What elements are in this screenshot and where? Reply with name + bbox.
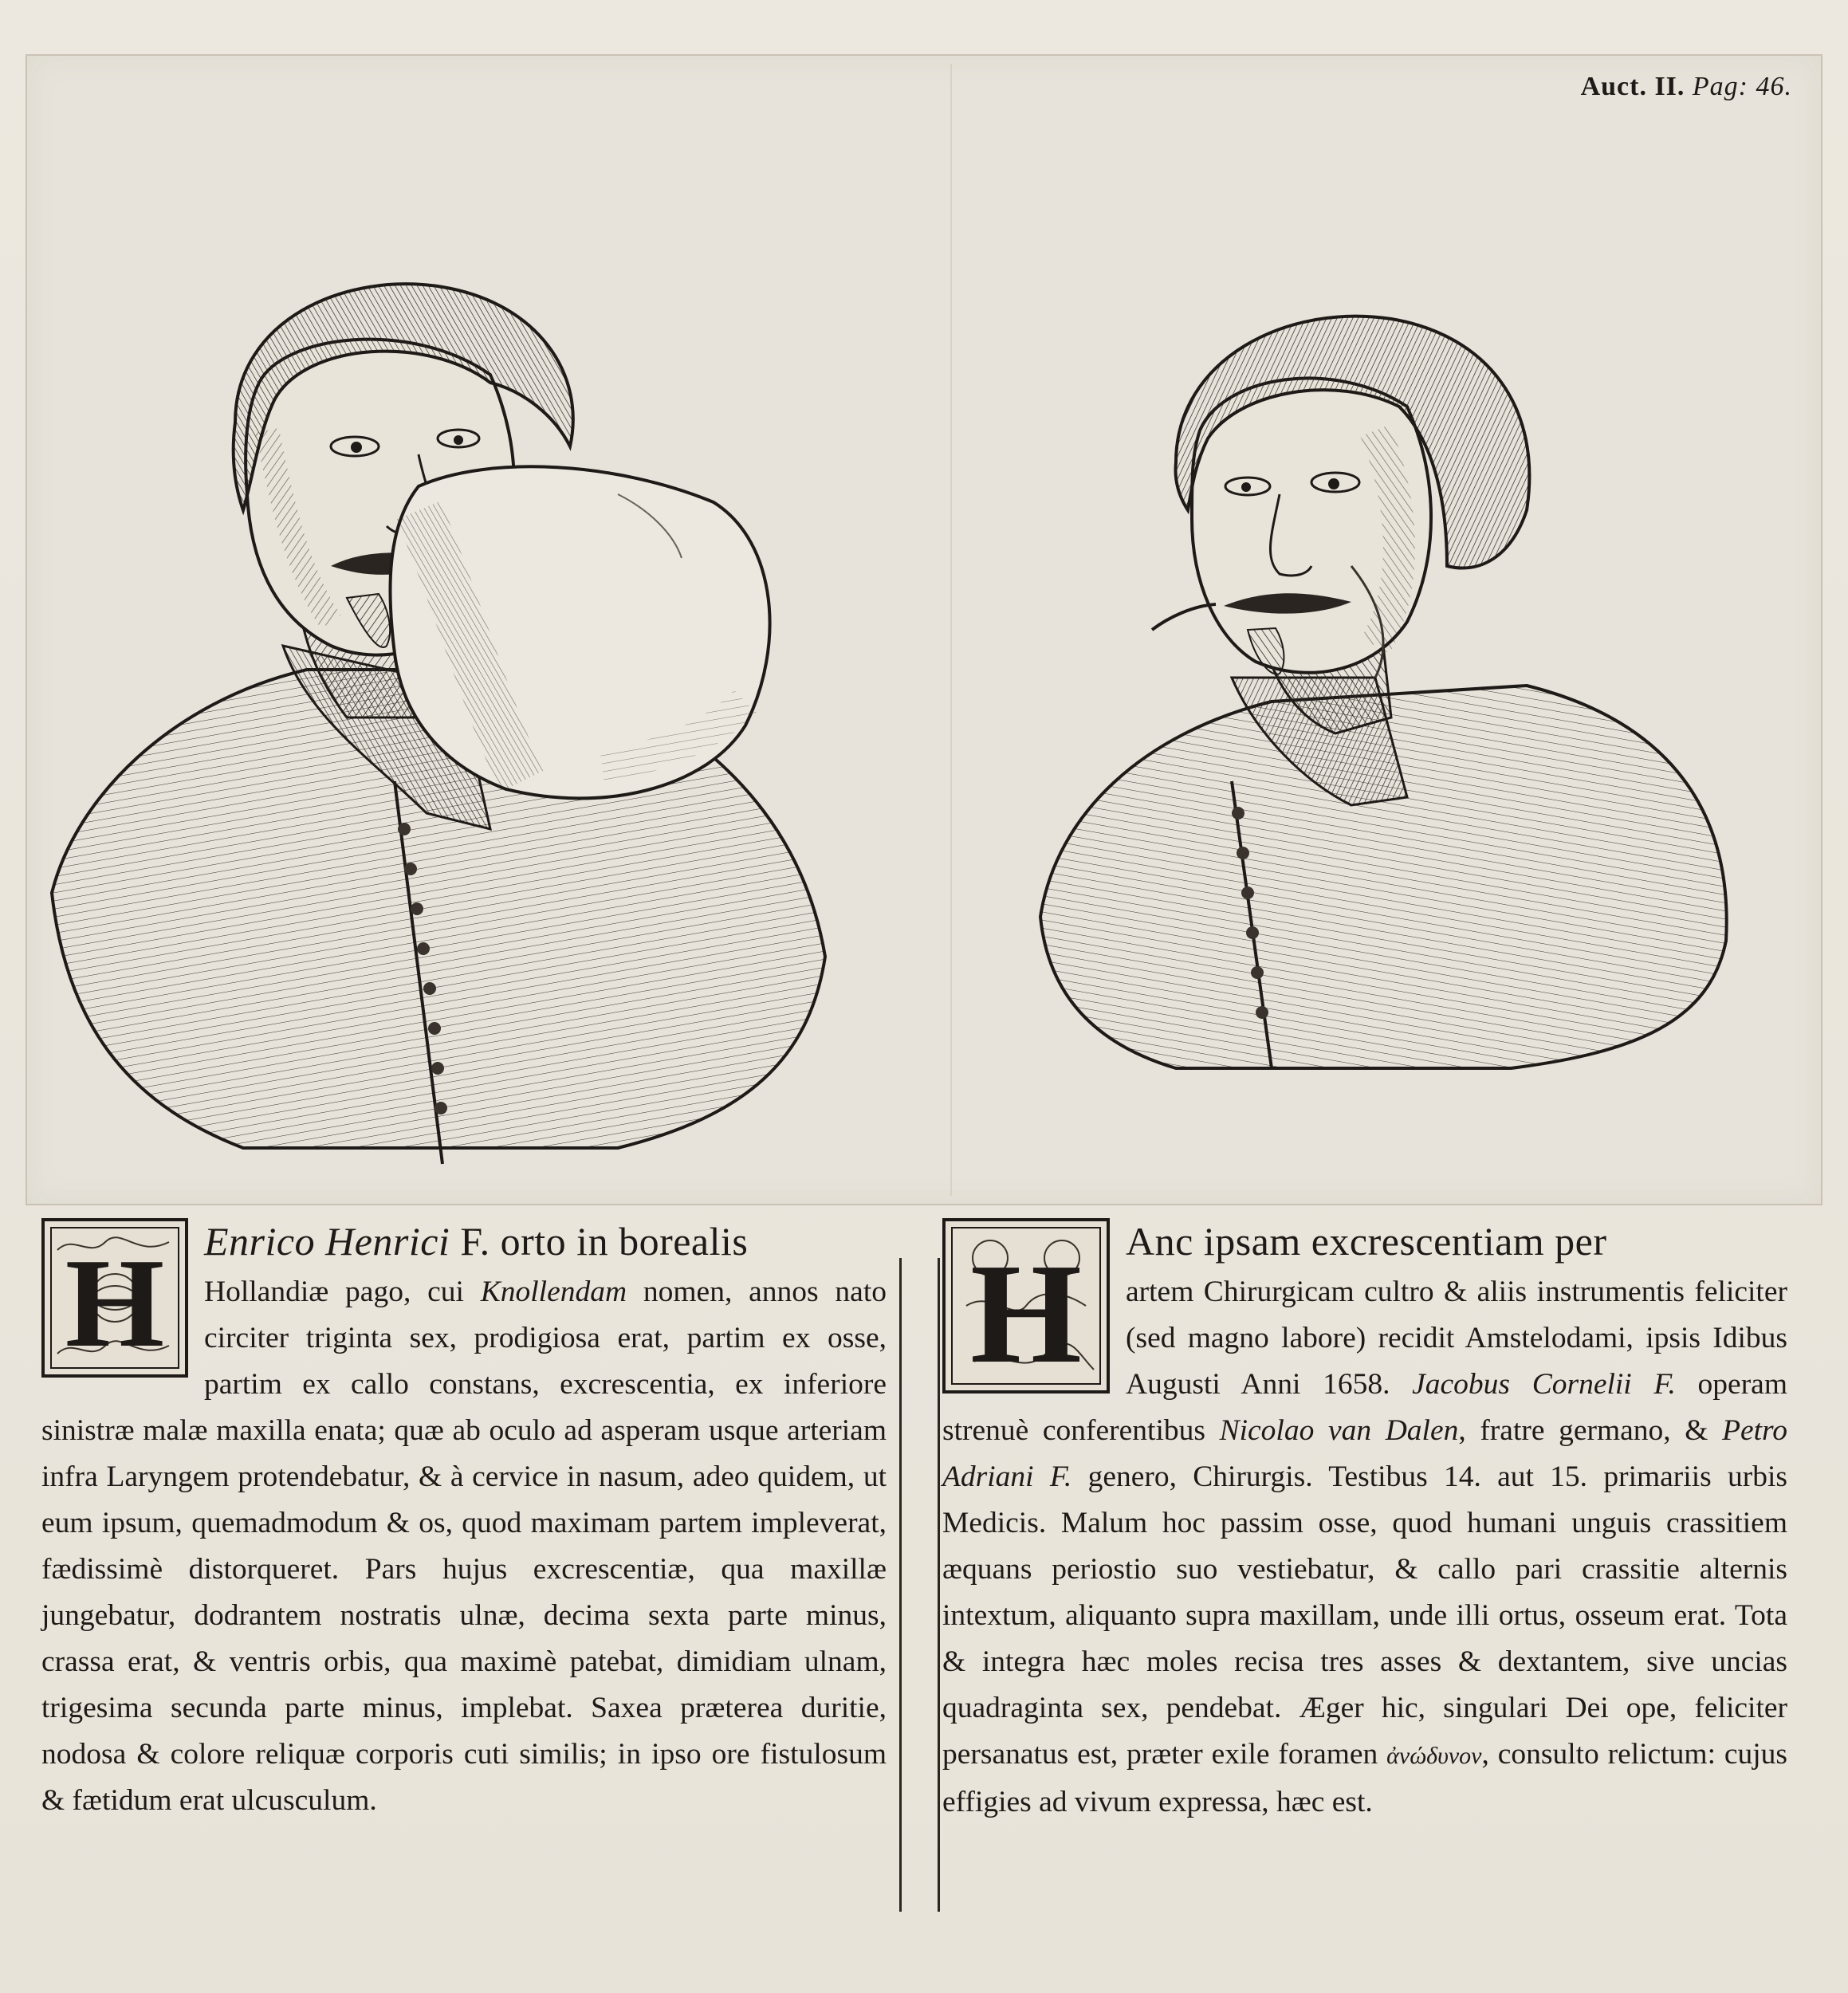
plate-page-label: Pag: 46. [1692, 72, 1792, 101]
plate-reference [1581, 72, 1792, 102]
left-lead-rest: F. orto in borealis [460, 1219, 749, 1264]
ornamental-initial-h-icon [942, 1218, 1110, 1394]
portrait-right-engraving [1032, 303, 1750, 1084]
ornamental-initial-h-icon [41, 1218, 188, 1378]
left-lead-name: Enrico Henrici [204, 1219, 450, 1264]
initial-letter-left: H [65, 1232, 165, 1374]
right-body-part1: artem Chirurgicam cultro & aliis instrumentis feliciter (sed magno labore) recidit Amstelodami, ipsis Idibus Augusti Anni 1658. [1126, 1276, 1787, 1401]
column-rule-left [899, 1258, 902, 1912]
column-rule-right [938, 1258, 940, 1912]
right-assistant2-name: Petro Adriani F. [942, 1414, 1787, 1493]
right-body-part5: , consulto relictum: cujus effigies ad vivum expressa, hæc est. [942, 1738, 1787, 1818]
right-assistant1-name: Nicolao van Dalen [1219, 1414, 1459, 1447]
right-body-part4: genero, Chirurgis. Testibus 14. aut 15. primariis urbis Medicis. Malum hoc passim osse, quod humani unguis crassitiem æquans periostio suo vestiebatur, & callo pari crassitie alternis intextum, aliquanto supra maxillam, unde illi ortus, osseum erat. Tota & integra hæc moles recisa tres asses & dextantem, sive uncias quadraginta sex, pendebat. Æger hic, singulari Dei ope, feliciter persanatus est, præter exile foramen [942, 1460, 1787, 1771]
decorated-initial-right [942, 1218, 1110, 1394]
right-lead-line: Anc ipsam excrescentiam per [1126, 1219, 1607, 1264]
left-place-name: Knollendam [480, 1276, 627, 1308]
left-body-part2: nomen, annos nato circiter triginta sex, prodigiosa erat, partim ex osse, partim ex callo constans, excrescentia, ex inferiore sinistræ malæ maxilla enata; quæ ab oculo ad asperam usque arteriam infra Laryngem protendebatur, & à cervice in nasum, adeo quidem, ut eum ipsum, quemadmodum & os, quod maximam partem impleverat, fædissimè distorqueret. Pars hujus excrescentiæ, qua maxillæ jungebatur, dodrantem nostratis ulnæ, decima sexta parte minus, crassa erat, & ventris orbis, qua maximè patebat, dimidiam ulnam, trigesima secunda parte minus, implebat. Saxea præterea duritie, nodosa & colore reliquæ corporis cuti similis; in ipso ore fistulosum & fætidum erat ulcusculum. [41, 1276, 887, 1817]
right-greek-word: ἀνώδυνον [1386, 1743, 1482, 1769]
decorated-initial-left [41, 1218, 188, 1378]
right-text-column [942, 1218, 1787, 1826]
portrait-left-engraving [44, 271, 841, 1188]
plate-auctor-label: Auct. II. [1580, 72, 1685, 101]
left-body-part1: Hollandiæ pago, cui [204, 1276, 481, 1308]
plate-divider [950, 64, 952, 1196]
portrait-right [1032, 303, 1750, 1084]
portrait-left [44, 271, 841, 1188]
initial-letter-right: H [969, 1234, 1083, 1393]
right-surgeon-name: Jacobus Cornelii F. [1412, 1368, 1676, 1401]
left-text-column [41, 1218, 887, 1824]
right-body-part3: , fratre germano, & [1458, 1414, 1723, 1447]
left-lead-line [204, 1219, 748, 1264]
right-body-part2: operam strenuè conferentibus [942, 1368, 1787, 1447]
